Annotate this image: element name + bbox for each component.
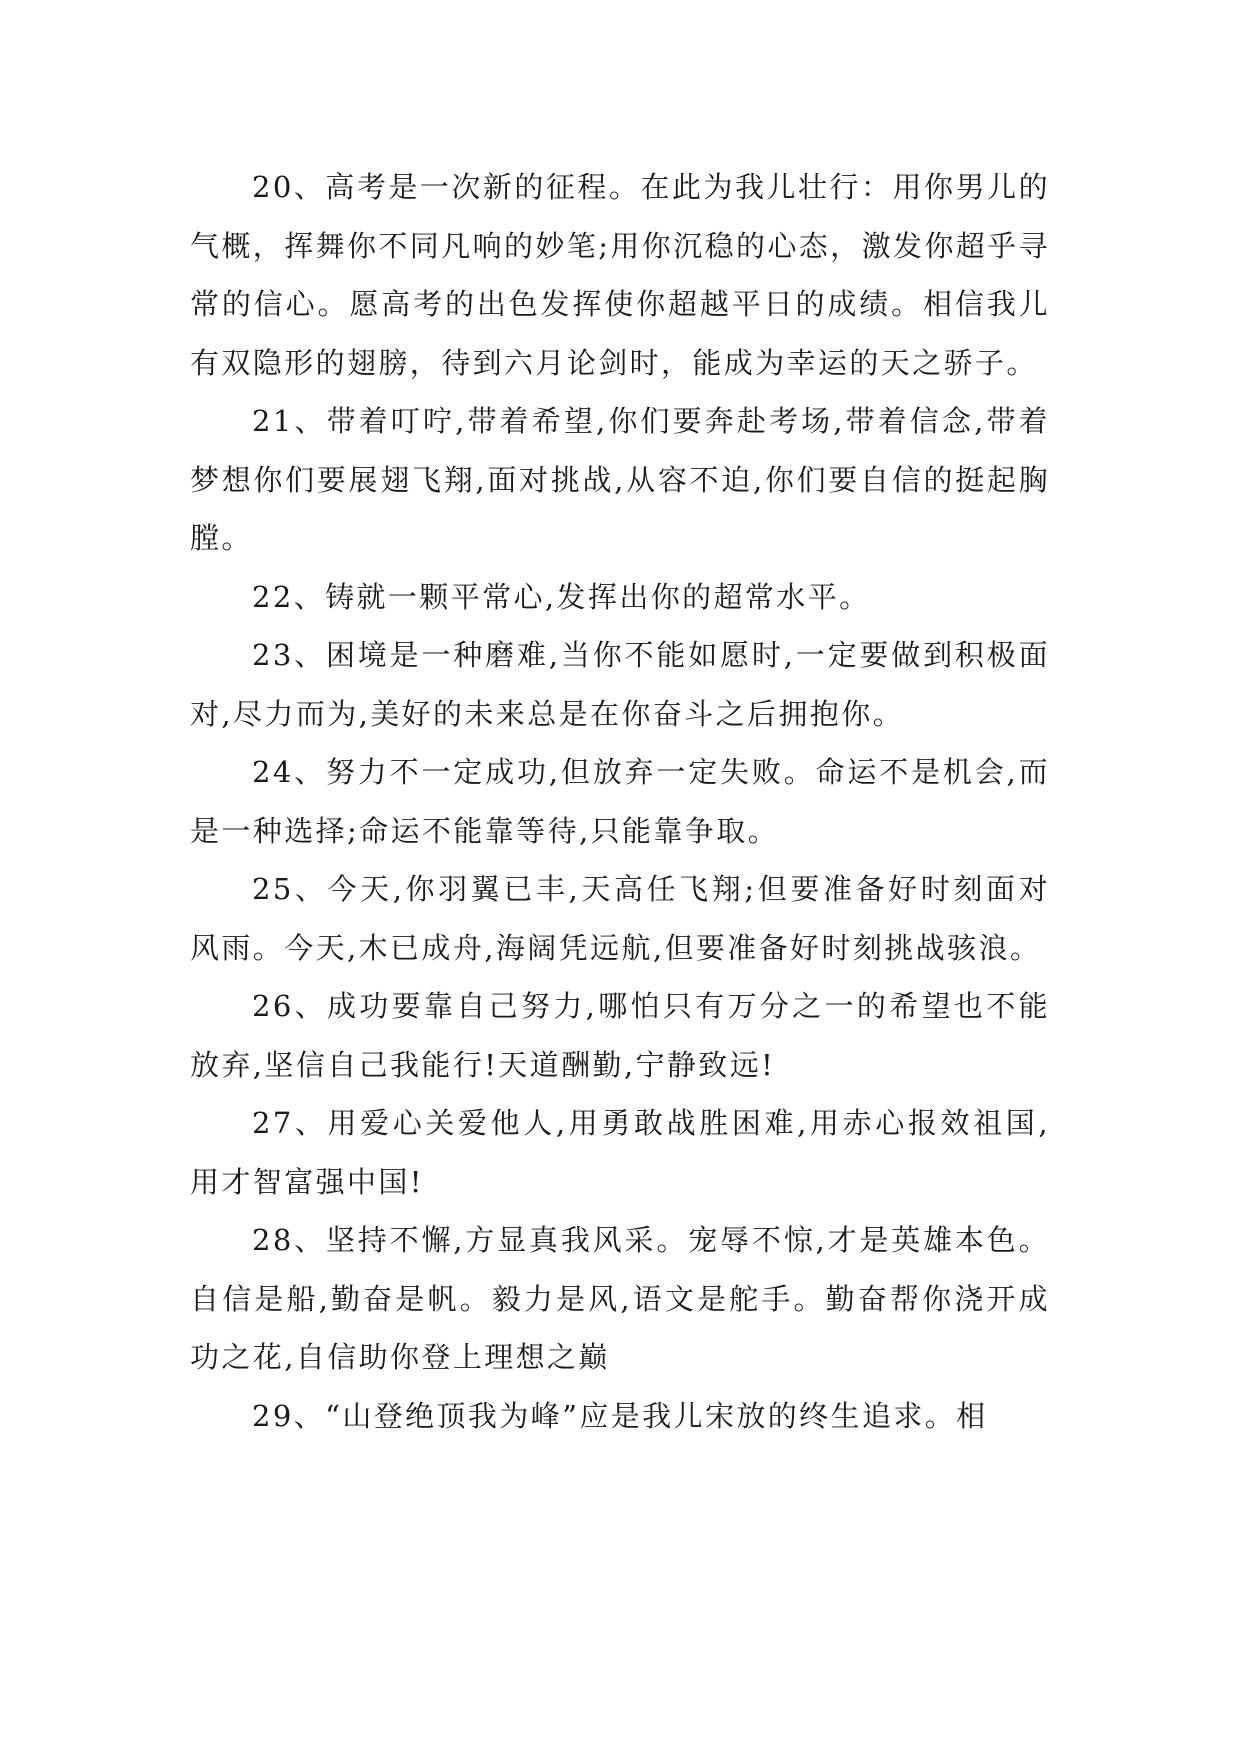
paragraph-27: 27、用爱心关爱他人,用勇敢战胜困难,用赤心报效祖国,用才智富强中国! [190,1106,1050,1199]
paragraph-24: 24、努力不一定成功,但放弃一定失败。命运不是机会,而是一种选择;命运不能靠等待,只能靠争取。 [190,755,1050,848]
paragraph-20: 20、高考是一次新的征程。在此为我儿壮行：用你男儿的气概，挥舞你不同凡响的妙笔;用你沉稳的心态，激发你超乎寻常的信心。愿高考的出色发挥使你超越平日的成绩。相信我儿有双隐形的翅膀，待到六月论剑时，能成为幸运的天之骄子。 [190,170,1050,380]
paragraph-23: 23、困境是一种磨难,当你不能如愿时,一定要做到积极面对,尽力而为,美好的未来总是在你奋斗之后拥抱你。 [190,638,1050,731]
document-body [190,158,1050,1445]
paragraph-25: 25、今天,你羽翼已丰,天高任飞翔;但要准备好时刻面对风雨。今天,木已成舟,海阔凭远航,但要准备好时刻挑战骇浪。 [190,872,1050,965]
paragraph-21: 21、带着叮咛,带着希望,你们要奔赴考场,带着信念,带着梦想你们要展翅飞翔,面对挑战,从容不迫,你们要自信的挺起胸膛。 [190,404,1050,555]
paragraph-29: 29、“山登绝顶我为峰”应是我儿宋放的终生追求。相 [252,1398,988,1433]
paragraph-26: 26、成功要靠自己努力,哪怕只有万分之一的希望也不能放弃,坚信自己我能行!天道酬勤,宁静致远! [190,989,1050,1082]
paragraph-28: 28、坚持不懈,方显真我风采。宠辱不惊,才是英雄本色。自信是船,勤奋是帆。毅力是风,语文是舵手。勤奋帮你浇开成功之花,自信助你登上理想之巅 [190,1223,1050,1374]
paragraph-22: 22、铸就一颗平常心,发挥出你的超常水平。 [252,579,871,614]
